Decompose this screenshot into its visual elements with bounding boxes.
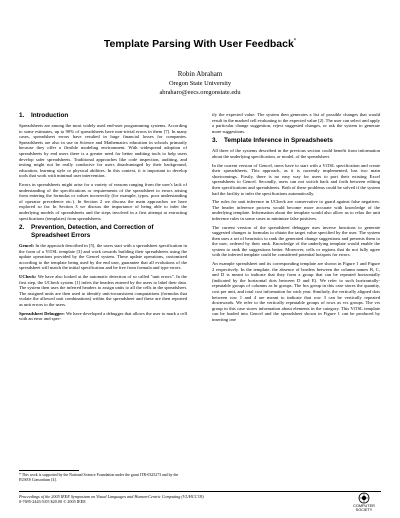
logo-text: [347, 504, 381, 512]
paragraph: [19, 243, 187, 271]
logo-line-2: SOCIETY: [355, 508, 373, 512]
footnote: * This work is supported by the National Science Foundation under the grant ITR-0325273 and by the EUSES Consortium [4].: [19, 473, 179, 482]
paragraph-text: In the approach described in [5], the users start with a spreadsheet specification in the form of a ViTSL template [3] and work towards building their spreadsheets using the update operations provided by the Gencel system. These update operations, customized according to the template being used by the end user, guarantee that all evolutions of the spreadsheet will match the initial specification and be free from formula and type errors.: [19, 243, 187, 271]
proceedings-footer: [19, 494, 204, 504]
section-number: 3.: [212, 137, 218, 145]
paragraph-lead: UCheck:: [19, 274, 37, 280]
title-footnote-mark: *: [293, 38, 297, 45]
paragraph: [212, 225, 380, 259]
paragraph-text: Spreadsheets are among the most widely used end-user programming systems. According to some estimates, up to 90% of spreadsheets have non-trivial errors in them [7]. In many cases, spreadsheet errors have resulted in huge financial losses for companies. Spreadsheets are also in use in Science and Mathematics education in schools primarily because they offer a flexible modeling environment. With widespread adoption of spreadsheets by end users there is a greater need for better auditing tools to help users develop safer spreadsheets. Traditional approaches like code inspection, auditing, and testing might not be really conducive for users disadvantaged by their background, education, learning style or physical abilities. In this context, it is important to develop tools that work with minimal user intervention.: [19, 123, 187, 179]
paragraph: [19, 182, 187, 221]
paragraph: [212, 261, 380, 323]
page-footer-divider: [19, 491, 381, 492]
section-title: Introduction: [31, 112, 69, 119]
section-heading: [19, 112, 187, 120]
proceedings-title: Proceedings of the 2005 IEEE Symposium on Visual Languages and Human-Centric Computing (VL/HCC'05): [19, 494, 204, 499]
paragraph-text: The current version of the spreadsheet debugger uses inverse functions to generate suggested changes to formulas to obtain the target value specified by the user. The system then uses a set of heuristics to rank the generated change suggestions and presents them to the user, ordered by their rank. Knowledge of the underlying template would enable the system to rank the suggestions better. Moreover, cells or regions that do not fully agree with the inferred template could be considered potential hotspots for errors.: [212, 224, 380, 258]
paragraph: [19, 123, 187, 179]
logo-line-1: COMPUTER: [353, 504, 375, 508]
paper-title: [0, 38, 400, 50]
section-heading: [212, 137, 380, 145]
paragraph-text: ify the expected value. The system then generates a list of possible changes that would result in the marked cell evaluating to the expected value [2]. The user can select and apply a particular change suggestion, reject suggested changes, or ask the system to generate more suggestions.: [212, 112, 380, 134]
paragraph-text: We have developed a debugger that allows the user to mark a cell with an error and spec-: [19, 310, 187, 322]
right-column: [212, 112, 380, 326]
author-name: Robin Abraham: [177, 70, 223, 78]
paragraph-lead: Gencel:: [19, 243, 35, 249]
paragraph-text: We have also looked at the automatic detection of so called "unit errors". In the first step, the UCheck system [1] infers the headers entered by the users to label their data. The system then uses the inferred headers to assign units to all the cells in the spreadsheet. The assigned units are then used to identify unit-inconsistent computations (formulas that violate the allowed unit combinations) within the spreadsheet and these are then reported as unit errors to the users.: [19, 274, 188, 308]
section-title: Prevention, Detection, and Correction of Spreadsheet Errors: [31, 224, 154, 240]
title-text: Template Parsing With User Feedback: [103, 38, 294, 50]
paragraph: [212, 163, 380, 197]
section-number: 1.: [19, 112, 25, 119]
paragraph-text: Errors in spreadsheets might arise for a variety of reasons ranging from the user's lack of understanding of the specifications or requirements of the spreadsheet to errors arising from entering the formulas or values incorrectly (for example, typos, poor understanding of operator precedence etc.). In Section 2 we discuss the main approaches we have explored so far. In Section 3 we discuss the importance of being able to infer the underlying models of spreadsheets and the steps involved in a first attempt at extracting specifications (templates) from spreadsheets.: [19, 181, 187, 221]
section-heading: [19, 224, 187, 240]
footnote-divider: [19, 470, 79, 471]
section-title: Template Inference in Spreadsheets: [224, 137, 333, 145]
paragraph: [19, 274, 187, 308]
author-email: abraharo@eecs.oregonstate.edu: [159, 89, 241, 96]
paragraph: [212, 199, 380, 221]
paragraph-lead: Spreadsheet Debugger:: [19, 310, 65, 316]
computer-society-logo: [347, 492, 381, 514]
paragraph: [212, 148, 380, 159]
paragraph: [212, 112, 380, 134]
paragraph: [19, 311, 187, 322]
paragraph-text: An example spreadsheet and its corresponding template are shown in Figure 1 and Figure 2 respectively. In the template, the absence of borders between the column names B, C, and D is meant to indicate that they form a group that can be repeated horizontally (indicated by the horizontal dots between D and E). We refer to such horizontally-repeatable groups of columns as hr groups. The hcs group in this case stores the quantity, cost per unit, and total cost information for each year. Similarly, the vertically aligned dots between row 1 and 4 are meant to indicate that row 3 can be vertically repeated downwards. We refer to the vertically repeatable groups of rows as vrs groups. The vrs group in this case stores information about elements in the category. This ViTSL template can be loaded into Gencel and the spreadsheet shown in Figure 1 can be produced by inserting one: [212, 261, 380, 322]
paragraph-text: In the current version of Gencel, users have to start with a ViTSL specification and create their spreadsheets. This approach, as it is currently implemented, has two main shortcomings. Firstly, there is no easy way for users to port their existing Excel spreadsheets to Gencel. Secondly, users can not switch back and forth between editing their specifications and spreadsheets. Both of these problems could be solved if the system had the facility to infer the specifications automatically.: [212, 162, 380, 196]
ieee-logo-icon: [347, 492, 381, 504]
left-column: [19, 112, 187, 325]
isbn-line: 0-7695-2443-5/05 $20.00 © 2005 IEEE: [19, 499, 86, 504]
section-number: 2.: [19, 224, 25, 232]
paragraph-text: All three of the systems described in the previous section could benefit from information about the underlying specification, or model, of the spreadsheet.: [212, 148, 380, 159]
author-institution: Oregon State University: [168, 80, 232, 87]
paragraph-text: The rules for unit inference in UCheck are conservative to guard against false negatives. The header inference process would become more accurate with knowledge of the underlying template. Information about the template would also allow us to relax the unit inference rules in some cases to minimize false positives.: [212, 199, 380, 221]
